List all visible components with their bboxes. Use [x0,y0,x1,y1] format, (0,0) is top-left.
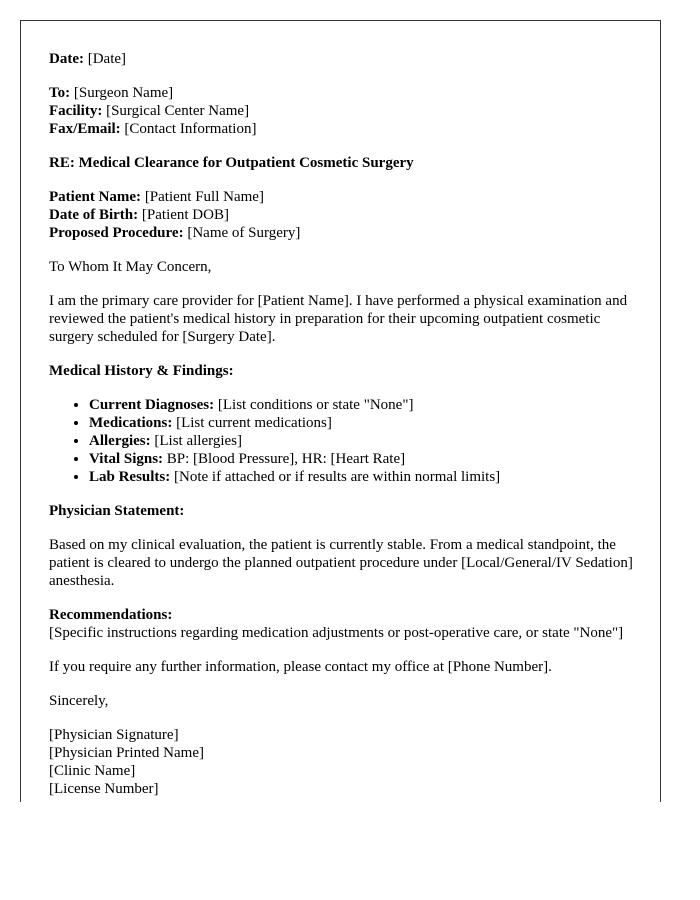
facility-label: Facility: [49,103,103,119]
item-label: Medications: [89,415,173,431]
procedure-label: Proposed Procedure: [49,225,184,241]
signature-block [49,726,641,798]
item-value: [List allergies] [154,433,243,449]
dob-label: Date of Birth: [49,207,139,223]
letter-page [20,20,661,802]
letter-content [49,50,641,802]
clinic-name: [Clinic Name] [49,763,136,779]
dob-value: [Patient DOB] [141,207,229,223]
item-value: [List current medications] [176,415,332,431]
history-list [49,396,641,486]
history-heading-text: Medical History & Findings: [49,363,234,379]
recommendations-block [49,606,641,642]
recipient-block [49,84,641,138]
procedure-value: [Name of Surgery] [187,225,301,241]
physician-printed-name: [Physician Printed Name] [49,745,204,761]
statement-heading-text: Physician Statement: [49,503,185,519]
item-value: [Note if attached or if results are within normal limits] [174,469,501,485]
license-number: [License Number] [49,781,159,797]
salutation: To Whom It May Concern, [49,259,212,275]
patient-block [49,188,641,242]
to-value: [Surgeon Name] [73,85,174,101]
history-heading [49,362,641,380]
item-label: Current Diagnoses: [89,397,215,413]
item-label: Vital Signs: [89,451,164,467]
list-item [89,396,641,414]
list-item [89,450,641,468]
facility-value: [Surgical Center Name] [106,103,250,119]
closing-note: If you require any further information, please contact my office at [Phone Number]. [49,659,552,675]
date-label: Date: [49,51,84,67]
fax-value: [Contact Information] [124,121,257,137]
to-label: To: [49,85,71,101]
subject-line [49,154,641,172]
item-value: [List conditions or state "None"] [217,397,414,413]
patient-name-value: [Patient Full Name] [144,189,264,205]
date-line [49,50,641,68]
date-value: [Date] [87,51,127,67]
recommendations-text: [Specific instructions regarding medication adjustments or post-operative care, or state "None"] [49,625,624,641]
recommendations-heading: Recommendations: [49,607,173,623]
physician-signature: [Physician Signature] [49,727,179,743]
intro-paragraph: I am the primary care provider for [Patient Name]. I have performed a physical examination and reviewed the patient's medical history in preparation for their upcoming outpatient cosmetic surgery scheduled for [Surgery Date]. [49,293,628,345]
list-item [89,432,641,450]
statement-paragraph: Based on my clinical evaluation, the patient is currently stable. From a medical standpoint, the patient is cleared to undergo the planned outpatient procedure under [Local/General/IV Sedation] anesthesia. [49,537,633,589]
closing: Sincerely, [49,693,109,709]
statement-heading [49,502,641,520]
subject: RE: Medical Clearance for Outpatient Cosmetic Surgery [49,155,414,171]
item-label: Lab Results: [89,469,171,485]
item-label: Allergies: [89,433,151,449]
patient-name-label: Patient Name: [49,189,142,205]
list-item [89,468,641,486]
list-item [89,414,641,432]
item-value: BP: [Blood Pressure], HR: [Heart Rate] [166,451,406,467]
fax-label: Fax/Email: [49,121,121,137]
